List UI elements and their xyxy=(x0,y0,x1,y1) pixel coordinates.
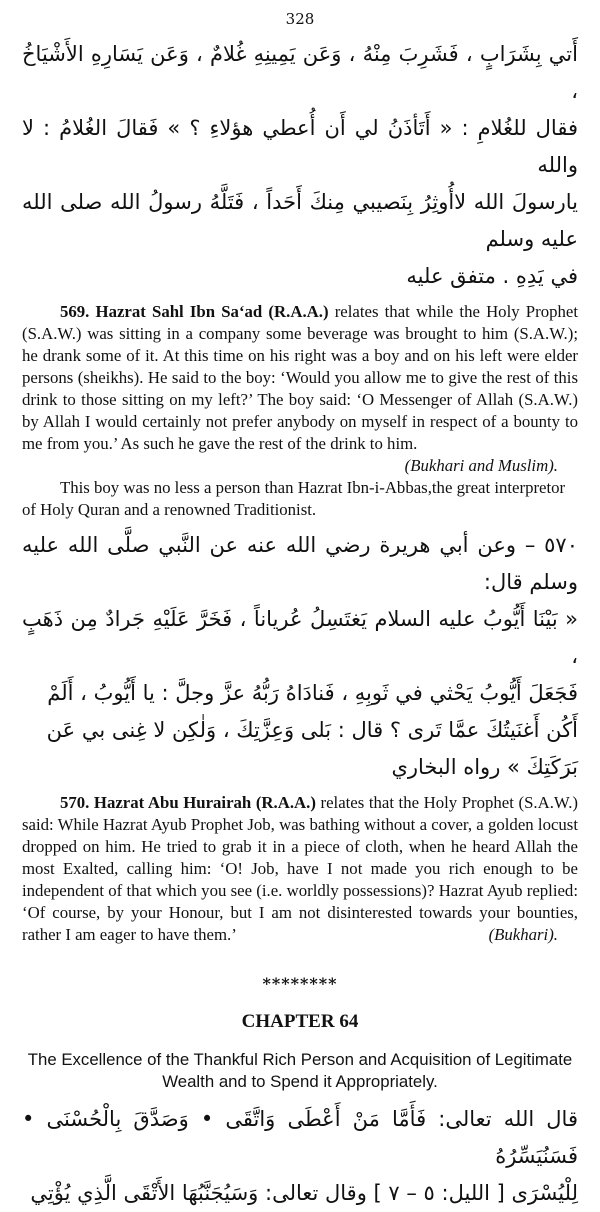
arabic-line: لِلْيُسْرَى [ الليل: ٥ – ٧ ] وقال تعالى: وَسَيُجَنَّبُهَا الأَتْقَى الَّذِي يُؤْتِي xyxy=(30,1181,578,1205)
hadith-570-translation xyxy=(22,792,578,946)
page-number: 328 xyxy=(285,10,315,28)
hadith-569-commentary-paragraph xyxy=(22,477,578,521)
hadith-569-text: relates that while the Holy Prophet (S.A.W.) was sitting in a company some beverage was brought to him (S.A.W.); he drank some of it. At this time on his right was a boy and on his left were elder persons (sheikhs). He said to the boy: ‘Would you allow me to give the rest of this drink to those sitting on my left?’ The boy said: ‘O Messenger of Allah (S.A.W.) by Allah I would certainly not prefer anybody on myself in respect of a bounty to me from you.’ As such he gave the rest of the drink to him. xyxy=(22,302,578,453)
arabic-quran-verses xyxy=(22,1101,578,1212)
hadith-570-title: 570. Hazrat Abu Hurairah (R.A.A.) xyxy=(60,793,316,812)
hadith-569-commentary: This boy was no less a person than Hazrat Ibn-i-Abbas,the great interpretor of Holy Quran and a renowned Traditionist. xyxy=(22,478,566,519)
hadith-569-translation xyxy=(22,301,578,477)
hadith-570-text: relates that the Holy Prophet (S.A.W.) said: While Hazrat Ayub Prophet Job, was bathing without a cover, a golden locust dropped on him. He tried to grab it in a piece of cloth, when he heard Allah the most Exalted, calling him: ‘O! Job, have I not made you rich enough to be independent of that which you see (i.e. worldly possessions)? Hazrat Ayub replied: ‘Of course, by your Honour, but I am not disinterested towards your bounties, rather I am eager to have them.’ xyxy=(22,793,578,944)
arabic-line: أَكُن أَغنَيتُكَ عمَّا تَرى ؟ قال : بَلى وَعِزَّتِكَ ، وَلٰكِن لا غِنى بي عَن xyxy=(46,718,578,742)
hadith-570-reference: (Bukhari). xyxy=(488,925,558,944)
arabic-line: بَرَكَتِكَ » رواه البخاري xyxy=(391,755,578,779)
arabic-line: أَتي بِشَرَابٍ ، فَشَرِبَ مِنْهُ ، وَعَن يَمِينِهِ غُلامٌ ، وَعَن يَسَارِهِ الأَشْيَاخُ ، xyxy=(22,42,578,103)
hadith-569-reference: (Bukhari and Muslim). xyxy=(404,456,558,475)
chapter-title: CHAPTER 64 xyxy=(241,1011,359,1032)
arabic-line: فَجَعَلَ أَيُّوبُ يَحْثي في ثَوبِهِ ، فَنادَاهُ رَبُّهُ عزَّ وجلَّ : يا أَيُّوبُ ، أَلَمْ xyxy=(47,681,578,705)
arabic-line: فقال للغُلامِ : « أَتَأذَنُ لي أَن أُعطي هؤلاءِ ؟ » فَقالَ الغُلامُ : لا والله xyxy=(22,116,578,177)
chapter-subtitle: The Excellence of the Thankful Rich Person and Acquisition of Legitimate Wealth and to Spend it Appropriately. xyxy=(27,1050,573,1091)
section-separator: ******** xyxy=(262,974,338,993)
hadith-569-title: 569. Hazrat Sahl Ibn Sa‘ad (R.A.A.) xyxy=(60,302,329,321)
arabic-hadith-569 xyxy=(22,36,578,295)
arabic-line: « بَيْنَا أَيُّوبُ عليه السلام يَغتَسِلُ عُرياناً ، فَخَرَّ عَلَيْهِ جَرادٌ مِن ذَهَبٍ ، xyxy=(22,607,578,668)
arabic-line: ٥٧٠ – وعن أبي هريرة رضي الله عنه عن النَّبي صلَّى الله عليه وسلم قال: xyxy=(22,533,578,594)
arabic-line: في يَدِهِ . متفق عليه xyxy=(406,264,578,288)
arabic-line: يارسولَ الله لاأُوثِرُ بِنَصيبي مِنكَ أَحَداً ، فَتَلَّهُ رسولُ الله صلى الله عليه وسلم xyxy=(22,190,578,251)
arabic-hadith-570 xyxy=(22,527,578,786)
arabic-line: قال الله تعالى: فَأَمَّا مَنْ أَعْطَى وَاتَّقَى • وَصَدَّقَ بِالْحُسْنَى • فَسَنُيَسِّرُهُ xyxy=(22,1107,578,1168)
